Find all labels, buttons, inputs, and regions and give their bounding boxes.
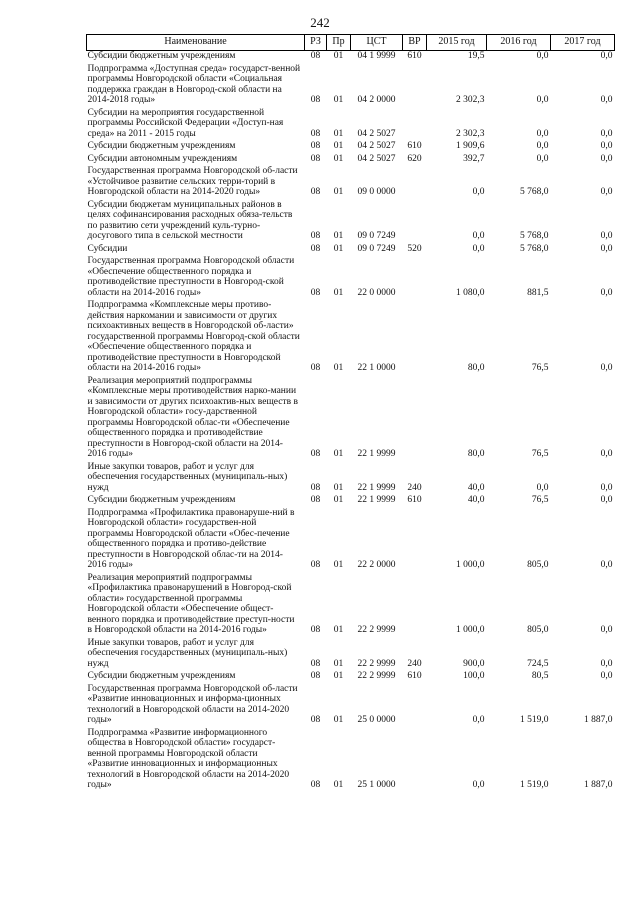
row-cst: 09 0 7249 [357, 243, 396, 254]
row-name: Государственная программа Новгородской области «Обеспечение общественного порядка и противодействие преступности в Новгород-ской области на 2014-2016 годы» [87, 256, 295, 298]
page-number: 242 [310, 15, 330, 30]
row-2015: 1 909,6 [456, 141, 485, 151]
row-2015: 392,7 [463, 153, 485, 164]
row-cst: 22 1 9999 [357, 482, 396, 493]
row-cst: 22 1 9999 [357, 495, 396, 505]
row-name: Иные закупки товаров, работ и услуг для обеспечения государственных (муниципаль-ных) нужд [87, 461, 288, 493]
row-rz: 08 [310, 625, 321, 635]
row-pr: 01 [333, 153, 344, 164]
row-2016: 76,5 [531, 495, 549, 505]
row-name: Реализация мероприятий подпрограммы «Профилактика правонарушений в Новгород-ской области» государственной программы Новгородской области «Обеспечение общест-венного порядка и противодействие преступ-ности в Новгородской области на 2014-2016 годы» [87, 572, 295, 635]
row-rz: 08 [310, 449, 321, 459]
table-row [87, 164, 615, 198]
table-row [87, 669, 615, 682]
row-2015: 19,5 [467, 51, 485, 61]
table-row [87, 298, 615, 374]
row-2016: 0,0 [536, 482, 549, 493]
row-cst: 22 2 9999 [357, 625, 396, 635]
row-pr: 01 [333, 363, 344, 373]
row-name: Государственная программа Новгородской об-ласти «Устойчивое развитие сельских терри-торий в Новгородской области на 2014-2020 годы» [87, 166, 298, 197]
row-vr [403, 374, 427, 460]
row-pr: 01 [333, 560, 344, 570]
row-cst: 22 0 0000 [357, 287, 396, 298]
row-2016: 805,0 [527, 625, 549, 635]
row-rz: 08 [310, 231, 321, 241]
row-cst: 22 2 9999 [357, 671, 396, 681]
row-pr: 01 [333, 495, 344, 505]
row-2015: 2 302,3 [456, 128, 485, 139]
row-cst: 22 2 9999 [357, 658, 396, 669]
row-rz: 08 [310, 243, 321, 254]
row-vr: 610 [407, 495, 422, 505]
row-name: Субсидии автономным учреждениям [87, 153, 238, 164]
row-vr: 240 [407, 482, 422, 493]
row-2017: 0,0 [600, 363, 613, 373]
row-2016: 76,5 [531, 449, 549, 459]
row-2016: 0,0 [536, 153, 549, 164]
row-pr: 01 [333, 625, 344, 635]
row-2017: 0,0 [600, 243, 613, 254]
row-2016: 724,5 [527, 658, 549, 669]
row-2016: 1 519,0 [520, 780, 549, 790]
row-vr: 240 [407, 658, 422, 669]
row-pr: 01 [333, 243, 344, 254]
row-vr [403, 571, 427, 636]
row-rz: 08 [310, 95, 321, 105]
row-2017: 0,0 [600, 287, 613, 298]
table-row [87, 506, 615, 571]
row-2016: 881,5 [527, 287, 549, 298]
row-2015: 40,0 [467, 482, 485, 493]
table-row [87, 254, 615, 298]
header-2015: 2015 год [427, 35, 487, 51]
row-rz: 08 [310, 560, 321, 570]
row-cst: 04 2 5027 [357, 141, 396, 151]
row-name: Иные закупки товаров, работ и услуг для обеспечения государственных (муниципаль-ных) нужд [87, 637, 288, 669]
row-2017: 0,0 [600, 95, 613, 105]
table-row [87, 152, 615, 165]
row-name: Субсидии на мероприятия государственной программы Российской Федерации «Доступ-ная среда» на 2011 - 2015 годы [87, 107, 284, 139]
row-name: Подпрограмма «Доступная среда» государст-венной программы Новгородской области «Социальная поддержка граждан в Новгород-ской области на 2014-2018 годы» [87, 63, 301, 105]
row-2015: 1 080,0 [456, 287, 485, 298]
row-vr: 610 [407, 51, 422, 61]
row-pr: 01 [333, 449, 344, 459]
row-2017: 0,0 [600, 231, 613, 241]
row-rz: 08 [310, 128, 321, 139]
row-2015: 0,0 [472, 231, 485, 241]
row-vr [403, 164, 427, 198]
row-pr: 01 [333, 141, 344, 151]
row-vr [403, 726, 427, 791]
row-2017: 0,0 [600, 625, 613, 635]
table-row [87, 682, 615, 726]
row-2017: 0,0 [600, 51, 613, 61]
row-pr: 01 [333, 128, 344, 139]
row-rz: 08 [310, 780, 321, 790]
row-rz: 08 [310, 482, 321, 493]
row-2015: 1 000,0 [456, 625, 485, 635]
row-2017: 0,0 [600, 128, 613, 139]
row-2016: 76,5 [531, 363, 549, 373]
row-2017: 0,0 [600, 187, 613, 197]
row-2017: 0,0 [600, 658, 613, 669]
row-pr: 01 [333, 482, 344, 493]
row-2017: 0,0 [600, 141, 613, 151]
row-pr: 01 [333, 658, 344, 669]
row-vr [403, 254, 427, 298]
table-row [87, 636, 615, 670]
row-2016: 80,5 [531, 671, 549, 681]
row-2017: 0,0 [600, 560, 613, 570]
table-header-row [87, 35, 615, 51]
row-vr [403, 506, 427, 571]
header-rz: РЗ [305, 35, 327, 51]
row-cst: 25 0 0000 [357, 715, 396, 725]
table-row [87, 374, 615, 460]
row-2017: 0,0 [600, 482, 613, 493]
row-2015: 0,0 [472, 780, 485, 790]
row-vr [403, 106, 427, 140]
row-2016: 805,0 [527, 560, 549, 570]
row-name: Субсидии бюджетам муниципальных районов в целях софинансирования расходных обяза-тельств по развитию сети учреждений куль-турно-досугового типа в сельской местности [87, 199, 293, 241]
row-name: Субсидии [87, 243, 128, 254]
row-name: Реализация мероприятий подпрограммы «Комплексные меры противодействия нарко-мании и зависимости от других психоактив-ных веществ в Новгородской области» госу-дарственной программы Новгородской облас-ти «Обеспечение общественного порядка и противодействие преступности в Новгород-ской области на 2014-2016 годы» [87, 375, 298, 459]
row-cst: 22 1 9999 [357, 449, 396, 459]
row-2016: 5 768,0 [520, 231, 549, 241]
table-row [87, 51, 615, 62]
row-vr [403, 62, 427, 106]
row-rz: 08 [310, 495, 321, 505]
row-cst: 04 2 0000 [357, 95, 396, 105]
row-2015: 0,0 [472, 243, 485, 254]
header-name: Наименование [87, 35, 305, 51]
row-rz: 08 [310, 141, 321, 151]
row-cst: 22 2 0000 [357, 560, 396, 570]
row-name: Субсидии бюджетным учреждениям [87, 671, 236, 681]
row-pr: 01 [333, 231, 344, 241]
row-name: Подпрограмма «Развитие информационного общества в Новгородской области» государст-венной программы Новгородской области «Развитие инновационных и информационных технологий в Новгородской области на 2014-2020 годы» [87, 727, 290, 790]
row-2017: 1 887,0 [584, 780, 613, 790]
row-2015: 80,0 [467, 363, 485, 373]
table-row [87, 726, 615, 791]
row-rz: 08 [310, 153, 321, 164]
row-vr: 520 [407, 243, 422, 254]
header-2017: 2017 год [551, 35, 615, 51]
row-rz: 08 [310, 363, 321, 373]
row-pr: 01 [333, 780, 344, 790]
row-pr: 01 [333, 671, 344, 681]
header-pr: Пр [327, 35, 351, 51]
row-2016: 0,0 [536, 95, 549, 105]
row-cst: 09 0 0000 [357, 187, 396, 197]
row-2016: 0,0 [536, 128, 549, 139]
row-2015: 40,0 [467, 495, 485, 505]
row-vr [403, 298, 427, 374]
table-row [87, 460, 615, 494]
row-name: Подпрограмма «Комплексные меры противо-действия наркомании и зависимости от других психоактивных веществ в Новгородской об-ласти» государственной программы Новгород-ской области «Обеспечение общественного порядка и противодействие преступности в Новгородской области на 2014-2016 годы» [87, 300, 300, 373]
row-pr: 01 [333, 287, 344, 298]
row-2016: 0,0 [536, 141, 549, 151]
table-row [87, 198, 615, 242]
table-row [87, 62, 615, 106]
row-cst: 25 1 0000 [357, 780, 396, 790]
row-2015: 100,0 [463, 671, 485, 681]
table-row [87, 571, 615, 636]
row-vr [403, 682, 427, 726]
row-2015: 80,0 [467, 449, 485, 459]
row-2015: 0,0 [472, 715, 485, 725]
row-cst: 09 0 7249 [357, 231, 396, 241]
table-row [87, 493, 615, 506]
row-2016: 5 768,0 [520, 187, 549, 197]
row-cst: 22 1 0000 [357, 363, 396, 373]
row-2017: 0,0 [600, 449, 613, 459]
row-name: Субсидии бюджетным учреждениям [87, 51, 236, 61]
row-2015: 900,0 [463, 658, 485, 669]
row-vr [403, 198, 427, 242]
row-vr: 620 [407, 153, 422, 164]
row-2017: 0,0 [600, 671, 613, 681]
budget-table [86, 34, 615, 791]
row-2016: 0,0 [536, 51, 549, 61]
row-vr: 610 [407, 671, 422, 681]
row-rz: 08 [310, 51, 321, 61]
row-2015: 0,0 [472, 187, 485, 197]
row-2015: 2 302,3 [456, 95, 485, 105]
row-2015: 1 000,0 [456, 560, 485, 570]
row-2016: 1 519,0 [520, 715, 549, 725]
header-cst: ЦСТ [351, 35, 403, 51]
row-name: Подпрограмма «Профилактика правонаруше-ний в Новгородской области» государствен-ной программы Новгородской области «Обес-печение общественного порядка и противо-действие преступности в Новгородской облас-ти на 2014-2016 годы» [87, 507, 295, 570]
row-name: Государственная программа Новгородской об-ласти «Развитие инновационных и информа-ционных технологий в Новгородской области на 2014-2020 годы» [87, 683, 298, 725]
row-rz: 08 [310, 187, 321, 197]
row-pr: 01 [333, 715, 344, 725]
header-vr: ВР [403, 35, 427, 51]
table-row [87, 242, 615, 255]
row-name: Субсидии бюджетным учреждениям [87, 141, 236, 151]
row-rz: 08 [310, 658, 321, 669]
row-2017: 1 887,0 [584, 715, 613, 725]
row-2017: 0,0 [600, 495, 613, 505]
row-cst: 04 1 9999 [357, 51, 396, 61]
row-rz: 08 [310, 287, 321, 298]
row-rz: 08 [310, 671, 321, 681]
row-rz: 08 [310, 715, 321, 725]
row-name: Субсидии бюджетным учреждениям [87, 495, 236, 505]
row-2017: 0,0 [600, 153, 613, 164]
row-cst: 04 2 5027 [357, 153, 396, 164]
header-2016: 2016 год [487, 35, 551, 51]
table-row [87, 106, 615, 140]
table-row [87, 139, 615, 152]
row-pr: 01 [333, 187, 344, 197]
row-pr: 01 [333, 95, 344, 105]
row-vr: 610 [407, 141, 422, 151]
row-pr: 01 [333, 51, 344, 61]
row-cst: 04 2 5027 [357, 128, 396, 139]
row-2016: 5 768,0 [520, 243, 549, 254]
